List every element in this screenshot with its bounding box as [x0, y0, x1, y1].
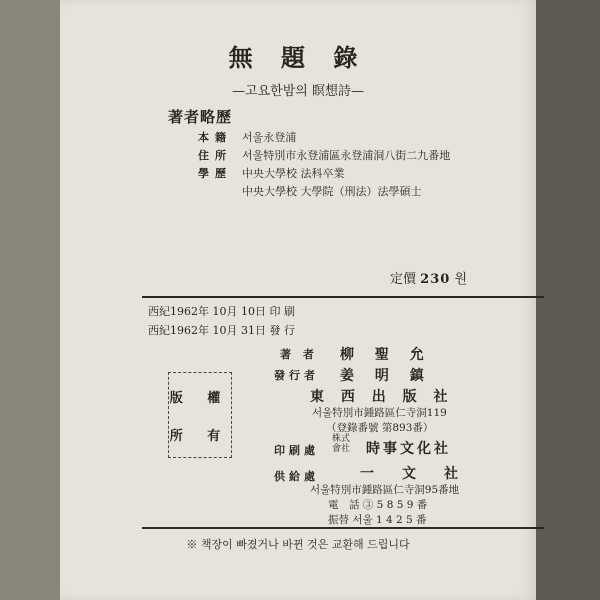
printer-name: 時事文化社	[366, 441, 451, 457]
price-unit: 원	[454, 272, 467, 287]
profile-label: 學歷	[198, 167, 232, 180]
printer-type: 株式 會社	[332, 434, 351, 454]
background-left	[0, 0, 60, 600]
profile-label: 住所	[198, 149, 232, 162]
price-label: 定價	[390, 272, 417, 287]
background-right	[536, 0, 600, 600]
supplier-address: 서울特別市鍾路區仁寺洞95番地	[310, 484, 460, 496]
profile-continuation: 中央大學校 大學院（刑法）法學碩士	[242, 185, 422, 198]
supplier-phone: 電 話 ③ 5 8 5 9 番	[328, 499, 428, 511]
author-name: 柳 聖 允	[340, 347, 432, 363]
exchange-notice: ※ 책장이 빠졌거나 바뀐 것은 교환해 드립니다	[186, 538, 410, 551]
publisher-registration: （登錄番號 第893番）	[326, 422, 434, 434]
author-profile-heading: 著者略歷	[168, 108, 233, 126]
publisher-name: 東 西 出 版 社	[310, 389, 454, 405]
author-label: 著 者	[280, 348, 318, 361]
book-title: 無 題 錄	[228, 43, 368, 72]
profile-value: 서울永登浦	[242, 131, 297, 144]
print-date: 西紀1962年 10月 10日 印 刷	[148, 304, 295, 318]
publisher-address: 서울特別市鍾路區仁寺洞119	[312, 407, 447, 419]
printer-label: 印刷處	[274, 444, 319, 457]
colophon-bottom-rule	[142, 527, 544, 529]
profile-value: 서울特別市永登浦區永登浦洞八街二九番地	[242, 149, 451, 162]
copyright-text: 版 權	[169, 391, 231, 406]
copyright-text: 所 有	[169, 429, 231, 444]
price-amount: 230	[420, 272, 451, 287]
book-page	[60, 0, 536, 600]
profile-value: 中央大學校 法科卒業	[242, 167, 345, 180]
publisher-label: 發行者	[274, 369, 319, 382]
supplier-transfer-account: 振替 서울 1 4 2 5 番	[328, 514, 427, 526]
supplier-label: 供給處	[274, 470, 319, 483]
profile-label: 本籍	[198, 131, 232, 144]
publish-date: 西紀1962年 10月 31日 發 行	[148, 323, 295, 337]
book-subtitle: —고요한밤의 瞑想詩—	[232, 84, 364, 99]
supplier-name: 一 文 社	[360, 466, 458, 482]
publisher-person: 姜 明 鎮	[340, 368, 432, 384]
colophon-credits	[60, 0, 536, 600]
